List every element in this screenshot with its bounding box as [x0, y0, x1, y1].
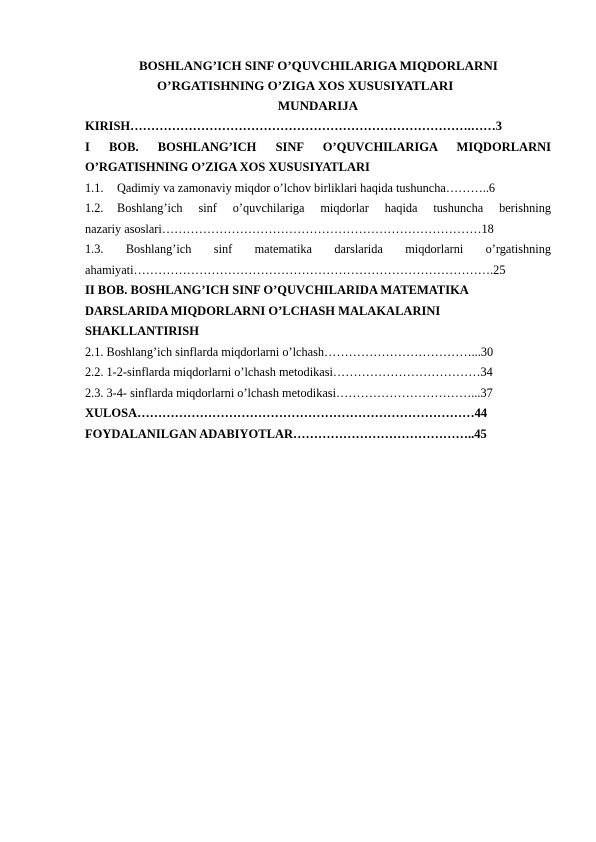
document-page [85, 56, 551, 444]
toc-chapter-1-title-b: O’RGATISHNING O’ZIGA XOS XUSUSIYATLARI [85, 160, 370, 174]
toc-section-text: Boshlang’ich sinf o’quvchilariga miqdorlar haqida tushuncha berishning [117, 201, 551, 215]
toc-section-2-2: 2.2. 1-2-sinflarda miqdorlarni o’lchash metodikasi………………………………34 [85, 365, 493, 379]
toc-entry-kirish: KIRISH……………………………………………………………………….……3 [85, 119, 503, 133]
document-title-line-1: BOSHLANG’ICH SINF O’QUVCHILARIGA MIQDORLARNI [139, 58, 498, 73]
toc-section-1-1 [85, 178, 551, 199]
toc-section-1-2 [85, 198, 551, 219]
toc-section-1-2-cont: nazariy asoslari……………………………………………………………………18 [85, 221, 494, 236]
toc-chapter-1-title-a: I BOB. BOSHLANG’ICH SINF O’QUVCHILARIGA MIQDORLARNI [85, 139, 551, 154]
toc-section-number: 1.2. [85, 201, 104, 215]
toc-chapter-2-title-c: SHAKLLANTIRISH [85, 324, 199, 338]
toc-chapter-2-title-b: DARSLARIDA MIQDORLARNI O’LCHASH MALAKALARINI [85, 303, 441, 318]
toc-section-text: Qadimiy va zamonaviy miqdor o’lchov birliklari haqida tushuncha………..6 [117, 180, 496, 195]
toc-section-2-1: 2.1. Boshlang’ich sinflarda miqdorlarni o’lchash………………………………...30 [85, 344, 494, 359]
toc-section-1-3-cont: ahamiyati…………………………………………………………………………….25 [85, 262, 506, 277]
toc-entry-foydalanilgan-adabiyotlar: FOYDALANILGAN ADABIYOTLAR……………………………………..45 [85, 426, 487, 441]
contents-heading: MUNDARIJA [277, 98, 359, 113]
toc-chapter-2-title-a: II BOB. BOSHLANG’ICH SINF O’QUVCHILARIDA MATEMATIKA [85, 283, 469, 297]
toc-section-2-3: 2.3. 3-4- sinflarda miqdorlarni o’lchash metodikasi……………………………...37 [85, 385, 493, 400]
toc-section-1-3: 1.3. Boshlang’ich sinf matematika darslarida miqdorlarni o’rgatishning [85, 242, 551, 256]
toc-entry-xulosa: XULOSA………………………………………………………………………44 [85, 406, 488, 420]
document-title-line-2: O’RGATISHNING O’ZIGA XOS XUSUSIYATLARI [157, 78, 454, 93]
toc-section-number: 1.1. [85, 180, 104, 195]
